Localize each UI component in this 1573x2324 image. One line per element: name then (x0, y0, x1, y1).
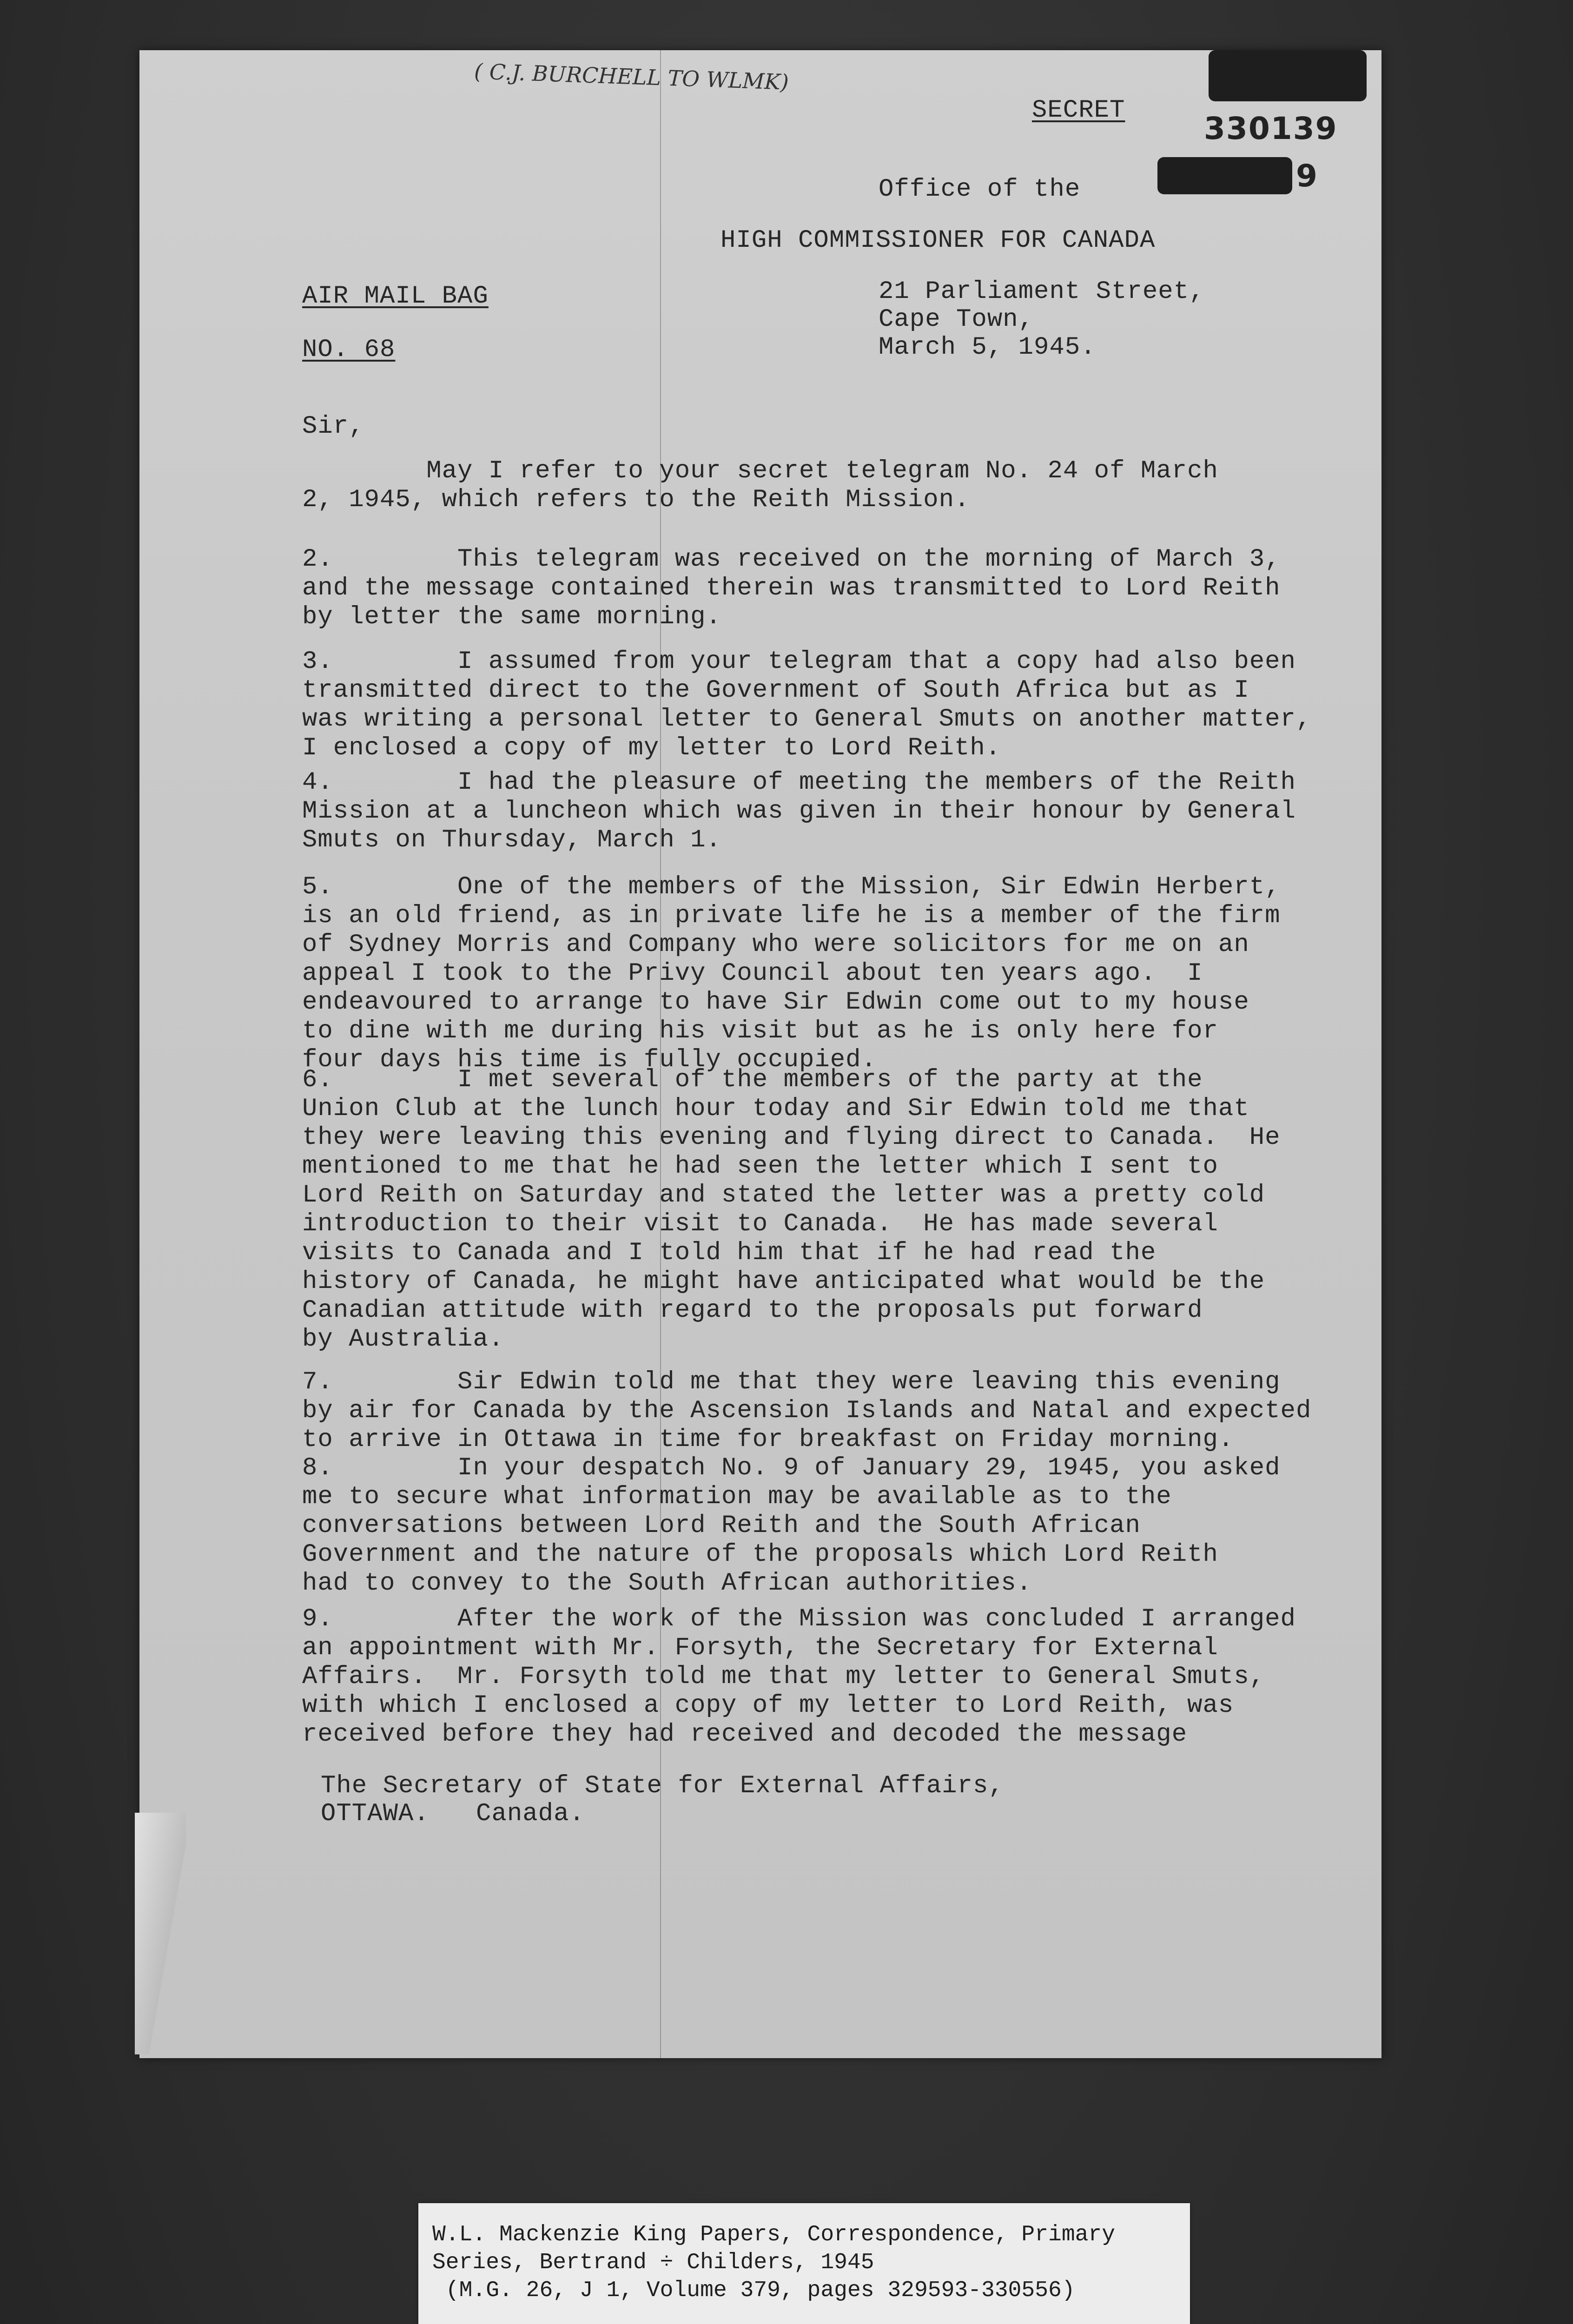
office-line-1: Office of the (879, 175, 1081, 204)
paragraph-7: 7. Sir Edwin told me that they were leaving this evening by air for Canada by the Ascension Islands and Natal and expected to arrive in Ottawa in time for breakfast on Friday morning. (302, 1368, 1312, 1454)
redaction-mark-top (1209, 50, 1367, 101)
bag-number: NO. 68 (302, 336, 396, 364)
torn-paper-edge (135, 1813, 186, 2054)
classification-label: SECRET (1032, 96, 1125, 125)
paragraph-4: 4. I had the pleasure of meeting the members of the Reith Mission at a luncheon which was given in their honour by General Smuts on Thursday, March 1. (302, 768, 1296, 854)
handwritten-note: ( C.J. BURCHELL TO WLMK) (474, 59, 789, 95)
air-mail-label: AIR MAIL BAG (302, 282, 489, 310)
paragraph-1: May I refer to your secret telegram No. 24 of March 2, 1945, which refers to the Reith Mission. (302, 457, 1218, 514)
address-line-1: 21 Parliament Street, (879, 277, 1205, 306)
office-line-2: HIGH COMMISSIONER FOR CANADA (720, 226, 1156, 255)
caption-line-2: Series, Bertrand ÷ Childers, 1945 (432, 2250, 874, 2275)
address-date: March 5, 1945. (879, 333, 1096, 362)
paragraph-9: 9. After the work of the Mission was concluded I arranged an appointment with Mr. Forsyth, the Secretary for External Affairs. Mr. Forsyth told me that my letter to General Smuts, with which I enclosed a copy of my letter to Lord Reith, was received before they had received and decoded the message (302, 1605, 1296, 1749)
redaction-mark-bottom (1157, 157, 1292, 194)
paragraph-5: 5. One of the members of the Mission, Sir Edwin Herbert, is an old friend, as in private life he is a member of the firm of Sydney Morris and Company who were solicitors for me on an appeal I took to the Privy Council about ten years ago. I endeavoured to arrange to have Sir Edwin come out to my house to dine with me during his visit but as he is only here for four days his time is fully occupied. (302, 873, 1281, 1074)
address-line-2: Cape Town, (879, 305, 1034, 334)
paragraph-8: 8. In your despatch No. 9 of January 29, 1945, you asked me to secure what information may be available as to the conversations between Lord Reith and the South African Government and the nature of the proposals which Lord Reith had to convey to the South African authorities. (302, 1454, 1281, 1598)
caption-line-3: (M.G. 26, J 1, Volume 379, pages 329593-330556) (432, 2278, 1075, 2303)
addressee-line-1: The Secretary of State for External Affairs, (321, 1772, 1004, 1800)
letter-page (139, 50, 1381, 2058)
paragraph-6: 6. I met several of the members of the party at the Union Club at the lunch hour today and Sir Edwin told me that they were leaving this evening and flying direct to Canada. He mentioned to me that he had seen the letter which I sent to Lord Reith on Saturday and stated the letter was a pretty cold introduction to their visit to Canada. He has made several visits to Canada and I told him that if he had read the history of Canada, he might have anticipated what would be the Canadian attitude with regard to the proposals put forward by Australia. (302, 1066, 1281, 1353)
stamp-number-partial: 9 (1296, 158, 1318, 194)
caption-line-1: W.L. Mackenzie King Papers, Correspondence, Primary (432, 2222, 1116, 2247)
paragraph-3: 3. I assumed from your telegram that a copy had also been transmitted direct to the Government of South Africa but as I was writing a personal letter to General Smuts on another matter, I enclosed a copy of my letter to Lord Reith. (302, 647, 1312, 762)
archive-caption-slip (418, 2203, 1190, 2324)
stamp-number: 330139 (1204, 111, 1338, 146)
addressee-line-2: OTTAWA. Canada. (321, 1800, 585, 1828)
paragraph-2: 2. This telegram was received on the morning of March 3, and the message contained therein was transmitted to Lord Reith by letter the same morning. (302, 545, 1281, 631)
salutation: Sir, (302, 412, 364, 441)
